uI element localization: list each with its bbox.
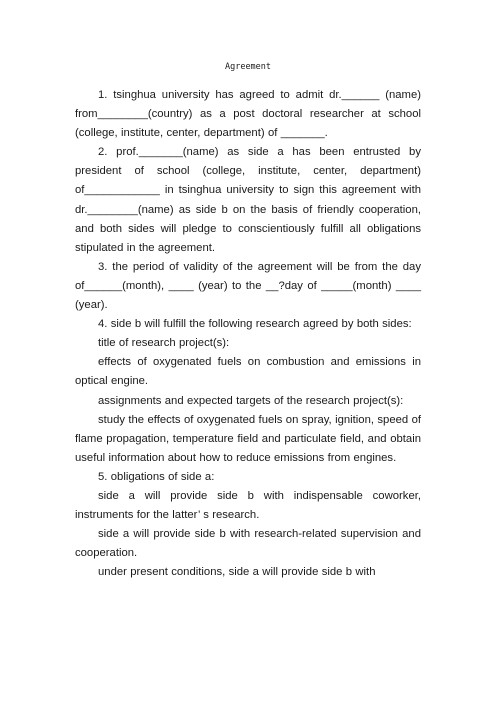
document-body — [75, 86, 421, 582]
paragraph-obligation-conditions: under present conditions, side a will provide side b with — [98, 566, 376, 579]
document-title: Agreement — [224, 62, 272, 72]
paragraph-admission: 1. tsinghua university has agreed to admit dr.______ (name) from________(country) as a post doctoral researcher at school (college, institute, center, department) of _______. — [75, 89, 421, 140]
paragraph-signatories: 2. prof._______(name) as side a has been entrusted by president of school (college, institute, center, department) of____________ in tsinghua university to sign this agreement with dr.________(name) as side b on the basis of friendly cooperation, and both sides will pledge to conscientiously fulfill all obligations stipulated in the agreement. — [75, 146, 421, 254]
paragraph-project-title: effects of oxygenated fuels on combustion and emissions in optical engine. — [75, 356, 421, 388]
paragraph-targets-label: assignments and expected targets of the research project(s): — [98, 394, 404, 407]
paragraph-obligation-coworker: side a will provide side b with indispensable coworker, instruments for the latter’ s research. — [75, 489, 421, 522]
paragraph-research-clause: 4. side b will fulfill the following research agreed by both sides: — [98, 318, 412, 331]
paragraph-obligation-supervision: side a will provide side b with research-related supervision and cooperation. — [75, 528, 421, 560]
paragraph-project-title-label: title of research project(s): — [98, 337, 230, 350]
paragraph-validity-period: 3. the period of validity of the agreement will be from the day of______(month), ____ (year) to the __?day of _____(month) ____ (year). — [75, 260, 421, 312]
paragraph-obligations-heading: 5. obligations of side a: — [98, 470, 215, 483]
paragraph-targets: study the effects of oxygenated fuels on spray, ignition, speed of flame propagation, temperature field and particulate field, and obtain useful information about how to reduce emissions from engines. — [75, 413, 421, 464]
